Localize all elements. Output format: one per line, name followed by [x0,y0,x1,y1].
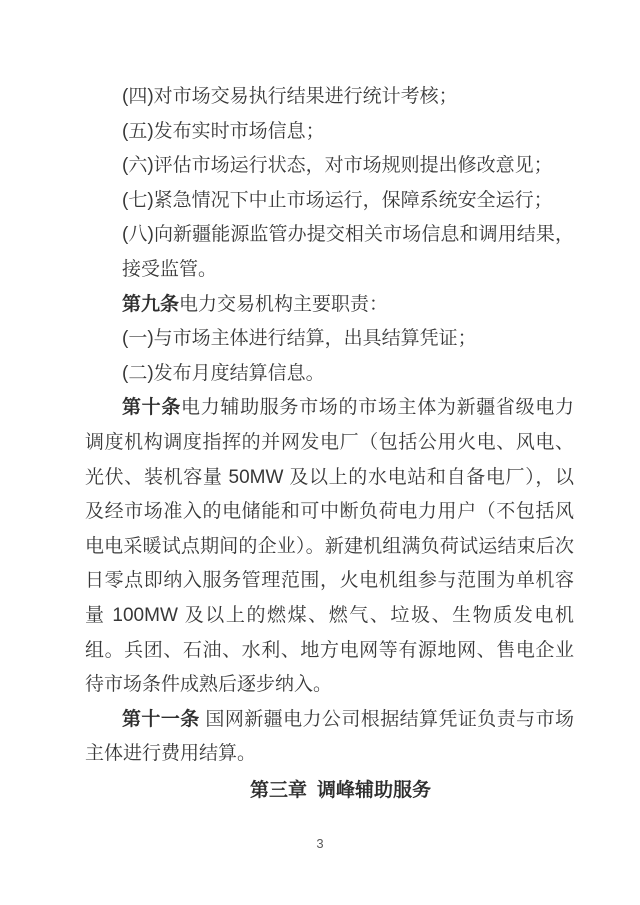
list-item-paragraph: (五)发布实时市场信息； [122,120,325,142]
list-item-paragraph: (一)与市场主体进行结算，出具结算凭证； [122,328,477,350]
article-number: 第九条 [122,293,180,315]
article-paragraph: 第十条电力辅助服务市场的市场主体为新疆省级电力调度机构调度指挥的并网发电厂（包括公用火电、风电、光伏、装机容量 50MW 及以上的水电站和自备电厂），以及经市场准入的电储能和可中断负荷电力用户（不包括风电电采暖试点期间的企业）。新建机组满负荷试运结束后次日零点即纳入服务管理范围，火电机组参与范围为单机容量 100MW 及以上的燃煤、燃气、垃圾、生物质发电机组。兵团、石油、水利、地方电网等有源地网、售电企业待市场条件成熟后逐步纳入。 [85,397,574,696]
chapter-number: 第三章 [249,779,307,801]
list-item-paragraph: (二)发布月度结算信息。 [122,362,325,384]
list-item-paragraph: (四)对市场交易执行结果进行统计考核； [122,86,458,107]
list-item-paragraph: (七)紧急情况下中止市场运行，保障系统安全运行； [122,189,553,211]
article-number: 第十一条 [122,708,200,730]
page-number: 3 [316,836,324,851]
article-paragraph: 第十一条 国网新疆电力公司根据结算凭证负责与市场主体进行费用结算。 [85,708,574,765]
article-paragraph: 第九条电力交易机构主要职责： [122,293,389,315]
chapter-heading: 第三章 调峰辅助服务 [249,779,432,801]
article-number: 第十条 [122,397,182,419]
list-item-paragraph: (八)向新疆能源监管办提交相关市场信息和调用结果，接受监管。 [122,224,574,280]
document-body [85,80,574,808]
list-item-paragraph: (六)评估市场运行状态，对市场规则提出修改意见； [122,155,553,177]
